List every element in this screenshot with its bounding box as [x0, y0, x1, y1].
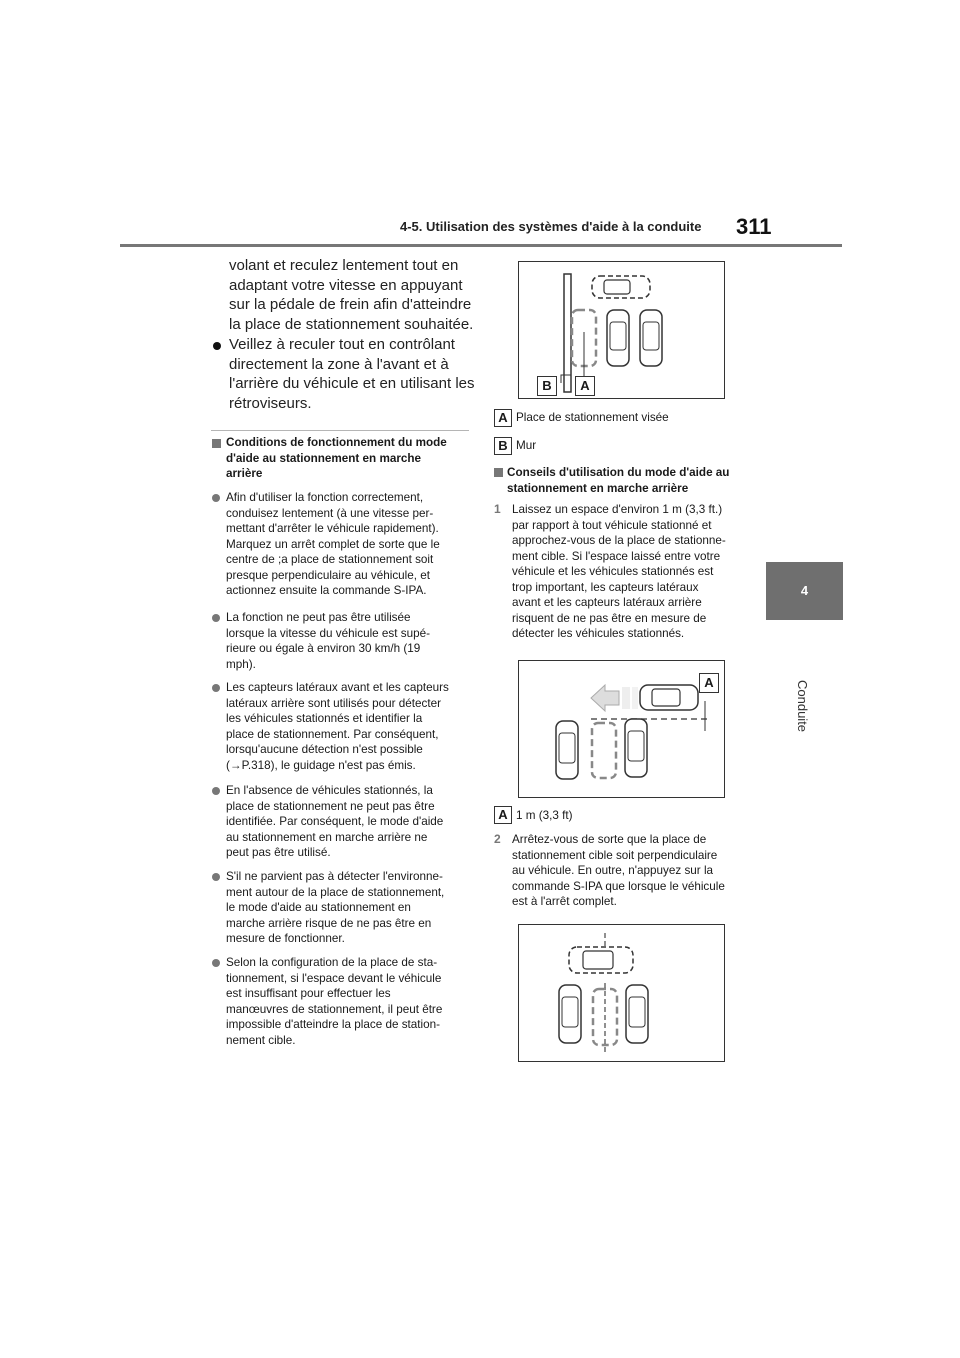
legend-text: Place de stationnement visée	[516, 411, 669, 424]
heading-line: stationnement en marche arrière	[507, 481, 689, 495]
step-number: 2	[494, 832, 501, 846]
square-bullet	[212, 439, 221, 448]
item-line: Selon la configuration de la place de sta-	[226, 956, 438, 969]
step-line: par rapport à tout véhicule stationné et	[512, 518, 712, 532]
step-line: Laissez un espace d'environ 1 m (3,3 ft.)	[512, 503, 723, 516]
item-line: rieure ou égale à environ 30 km/h (19	[226, 642, 421, 655]
page-number: 311	[736, 214, 772, 239]
fig1-label-b: B	[537, 376, 557, 396]
figure-perpendicular-stop	[518, 924, 725, 1062]
condition-item	[226, 610, 430, 672]
bullet-line: l'arrière du véhicule et en utilisant les	[229, 375, 475, 392]
item-line: Les capteurs latéraux avant et les capteurs	[226, 681, 449, 694]
car-top-icon	[640, 685, 698, 710]
step-line: commande S-IPA que lorsque le véhicule	[512, 879, 725, 893]
item-line: Afin d'utiliser la fonction correctement,	[226, 491, 424, 504]
intro-paragraph	[229, 256, 473, 334]
item-line: Marquez un arrêt complet de sorte que le	[226, 537, 440, 551]
condition-item	[226, 869, 444, 947]
figure-approach-distance	[518, 660, 725, 798]
legend-key: B	[494, 437, 512, 455]
item-line: mesure de fonctionner.	[226, 932, 345, 945]
item-line: ment autour de la place de stationnement,	[226, 885, 445, 899]
tips-heading	[507, 465, 729, 496]
step-text	[512, 832, 725, 910]
square-bullet	[494, 468, 503, 477]
step-line: risquent de ne pas être en mesure de	[512, 611, 707, 625]
bullet-dot	[213, 342, 221, 350]
step-line: stationnement cible soit perpendiculaire	[512, 848, 718, 862]
legend-text: Mur	[516, 439, 537, 452]
condition-item	[226, 783, 443, 861]
intro-line: volant et reculez lentement tout en	[229, 257, 459, 274]
parked-car-icon	[556, 721, 578, 779]
bullet-line: Veillez à reculer tout en contrôlant	[229, 336, 455, 353]
item-line: actionnez ensuite la commande S-IPA.	[226, 584, 427, 597]
item-line: conduisez lentement (à une vitesse per-	[226, 506, 434, 520]
item-line: impossible d'atteindre la place de station-	[226, 1018, 441, 1031]
item-line: mph).	[226, 657, 256, 671]
parked-car-icon	[607, 310, 629, 366]
item-dot	[212, 959, 220, 967]
section-divider	[211, 430, 469, 431]
step-line: ment cible. Si l'espace laissé entre votre	[512, 549, 721, 563]
stop-diagram	[519, 925, 724, 1061]
section-title: 4-5. Utilisation des systèmes d'aide à la conduite	[400, 219, 702, 234]
legend-key: A	[494, 806, 512, 824]
item-line: nement cible.	[226, 1033, 296, 1047]
step-line: est à l'arrêt complet.	[512, 895, 617, 908]
item-line: identifiée. Par conséquent, le mode d'aide	[226, 815, 444, 828]
legend-key: A	[494, 409, 512, 427]
step-line: au véhicule. En outre, n'appuyez sur la	[512, 864, 714, 877]
item-line: mettant d'arrêter le véhicule rapidement).	[226, 522, 439, 535]
condition-item	[226, 490, 440, 599]
intro-line: la place de stationnement souhaitée.	[229, 315, 474, 333]
step-number: 1	[494, 502, 501, 516]
heading-line: Conseils d'utilisation du mode d'aide au	[507, 466, 730, 479]
intro-line: adaptant votre vitesse en appuyant	[229, 276, 463, 294]
step-line: Arrêtez-vous de sorte que la place de	[512, 833, 707, 846]
item-line: En l'absence de véhicules stationnés, la	[226, 784, 433, 797]
step-line: détecter les véhicules stationnés.	[512, 627, 685, 640]
item-line: La fonction ne peut pas être utilisée	[226, 611, 411, 624]
target-space	[592, 723, 616, 778]
item-line: (→P.318), le guidage n'est pas émis.	[226, 758, 416, 772]
parked-car-icon	[625, 719, 647, 777]
condition-item	[226, 955, 442, 1048]
item-line: est insuffisant pour effectuer les	[226, 987, 391, 1000]
item-line: tionnement, si l'espace devant le véhicule	[226, 971, 442, 985]
step-text	[512, 502, 726, 642]
item-dot	[212, 494, 220, 502]
item-line: le mode d'aide au stationnement en	[226, 901, 411, 914]
step-line: véhicule et les véhicules stationnés est	[512, 565, 714, 578]
parked-car-icon	[559, 985, 581, 1043]
heading-line: arrière	[226, 467, 263, 480]
motion-trail	[622, 687, 630, 709]
bullet-paragraph	[229, 335, 475, 413]
fig2-label-a: A	[699, 673, 719, 693]
motion-trail	[632, 687, 638, 709]
item-line: centre de ;a place de stationnement soit	[226, 553, 434, 566]
step-line: avant et les capteurs latéraux arrière	[512, 596, 702, 609]
intro-line: sur la pédale de frein afin d'atteindre	[229, 296, 472, 313]
fig1-label-a: A	[575, 376, 595, 396]
item-line: presque perpendiculaire au véhicule, et	[226, 568, 431, 582]
heading-line: Conditions de fonctionnement du mode	[226, 436, 447, 449]
item-line: lorsqu'aucune détection n'est possible	[226, 743, 423, 756]
heading-line: d'aide au stationnement en marche	[226, 451, 422, 465]
parked-car-icon	[640, 310, 662, 366]
wall-shape	[564, 274, 571, 392]
legend-text: 1 m (3,3 ft)	[516, 809, 573, 822]
bullet-line: rétroviseurs.	[229, 394, 312, 412]
conditions-heading	[226, 435, 447, 482]
header-divider	[120, 244, 842, 247]
item-dot	[212, 787, 220, 795]
item-line: les véhicules stationnés et identifier la	[226, 712, 423, 725]
item-line: latéraux arrière sont utilisés pour détecter	[226, 696, 442, 710]
car-top-icon	[569, 947, 633, 973]
item-dot	[212, 873, 220, 881]
item-line: lorsque la vitesse du véhicule est supé-	[226, 626, 430, 640]
chapter-tab: 4	[766, 562, 843, 620]
item-line: place de stationnement ne peut pas être	[226, 799, 435, 813]
approach-diagram	[519, 661, 724, 797]
arrow-left-icon	[591, 685, 619, 711]
item-line: S'il ne parvient pas à détecter l'environne-	[226, 870, 443, 883]
condition-item	[226, 680, 449, 773]
item-line: place de stationnement. Par conséquent,	[226, 727, 439, 741]
bullet-line: directement la zone à l'avant et à	[229, 355, 449, 373]
item-line: manœuvres de stationnement, il peut être	[226, 1002, 443, 1016]
item-line: marche arrière risque de ne pas être en	[226, 916, 432, 930]
chapter-tab-label: Conduite	[795, 680, 810, 733]
item-line: au stationnement en marche arrière ne	[226, 830, 428, 844]
item-dot	[212, 684, 220, 692]
car-top-icon	[592, 276, 650, 298]
step-line: approchez-vous de la place de stationne-	[512, 534, 726, 547]
parked-car-icon	[626, 985, 648, 1043]
step-line: trop important, les capteurs latéraux	[512, 580, 699, 594]
item-line: peut pas être utilisé.	[226, 846, 331, 859]
item-dot	[212, 614, 220, 622]
